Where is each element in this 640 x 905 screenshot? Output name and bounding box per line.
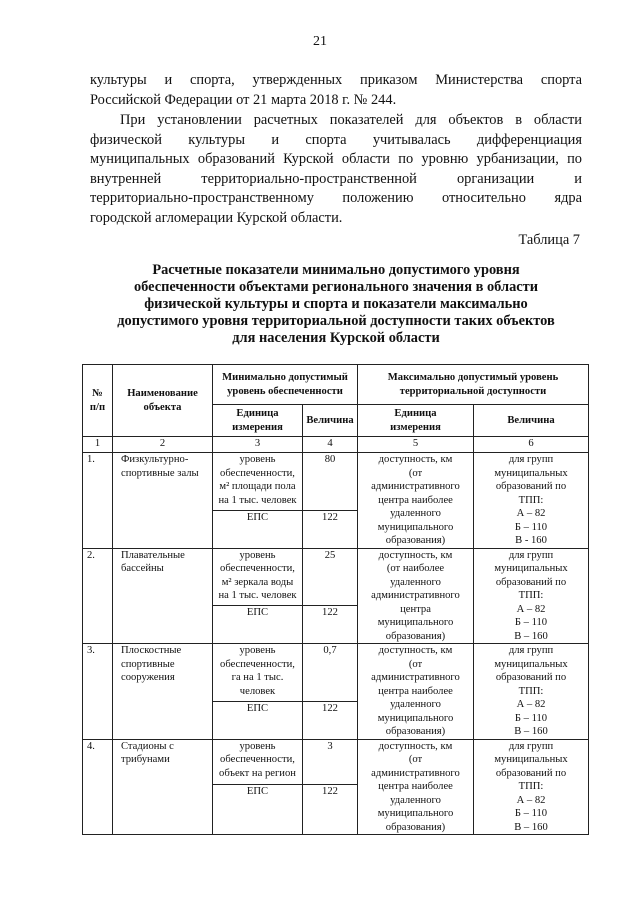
index-cell: 5 [358,437,474,453]
eps-label: ЕПС [213,606,303,644]
access-value: для групп муниципальных образований по ТПП: А – 82 Б – 110 В – 160 [474,739,589,835]
index-cell: 4 [303,437,358,453]
access-unit: доступность, км (от административного центра наиболее удаленного муниципального образования) [358,644,474,740]
eps-label: ЕПС [213,510,303,548]
table-label: Таблица 7 [518,232,580,248]
text-line: культуры и спорта, утвержденных приказом Министерства спорта [90,72,582,88]
table-title [80,262,592,347]
text-line: муниципальных образований Курской области по уровню урбанизации, по [90,151,582,168]
access-unit: доступность, км (от наиболее удаленного административного центра муниципального образования) [358,548,474,644]
provision-unit: уровень обеспеченности, га на 1 тыс. человек [213,644,303,702]
eps-value: 122 [303,701,358,739]
index-cell: 6 [474,437,589,453]
table-row [83,739,589,785]
paragraph-body [90,111,582,229]
text-line: При установлении расчетных показателей для объектов в области [120,112,582,128]
provision-value: 3 [303,739,358,785]
provision-unit: уровень обеспеченности, м² площади пола на 1 тыс. человек [213,453,303,511]
eps-label: ЕПС [213,701,303,739]
row-number: 4. [83,739,113,835]
title-line: для населения Курской области [232,330,440,346]
header-unit-min: Единица измерения [213,405,303,437]
object-name: Физкультурно- спортивные залы [113,453,213,549]
title-line: физической культуры и спорта и показатели максимально [144,296,528,312]
title-line: допустимого уровня территориальной доступности таких объектов [117,313,555,329]
eps-value: 122 [303,785,358,835]
header-max-access: Максимально допустимый уровень территориальной доступности [358,365,589,405]
paragraph-intro [90,71,582,110]
header-name: Наименование объекта [113,365,213,437]
table-row [83,548,589,606]
provision-value: 80 [303,453,358,511]
eps-value: 122 [303,606,358,644]
eps-label: ЕПС [213,785,303,835]
text-line: физической культуры и спорта учитывалась дифференциация [90,131,582,148]
header-unit-max: Единица измерения [358,405,474,437]
header-value-min: Величина [303,405,358,437]
provision-unit: уровень обеспеченности, объект на регион [213,739,303,785]
object-name: Стадионы с трибунами [113,739,213,835]
index-cell: 2 [113,437,213,453]
title-line: Расчетные показатели минимально допустимого уровня [152,262,520,278]
title-line: обеспеченности объектами регионального значения в области [133,279,539,295]
row-number: 1. [83,453,113,549]
page-number: 21 [313,34,327,49]
text-line: Российской Федерации от 21 марта 2018 г. № 244. [90,91,397,108]
index-cell: 1 [83,437,113,453]
access-value: для групп муниципальных образований по ТПП: А – 82 Б – 110 В – 160 [474,548,589,644]
object-name: Плоскостные спортивные сооружения [113,644,213,740]
access-value: для групп муниципальных образований по ТПП: А – 82 Б – 110 В - 160 [474,453,589,549]
provision-unit: уровень обеспеченности, м² зеркала воды на 1 тыс. человек [213,548,303,606]
text-line: городской агломерации Курской области. [90,209,343,226]
access-unit: доступность, км (от административного центра наиболее удаленного муниципального образования) [358,739,474,835]
object-name: Плавательные бассейны [113,548,213,644]
indicators-table [82,364,589,835]
header-min-level: Минимально допустимый уровень обеспеченности [213,365,358,405]
text-line: внутренней территориально-пространственной организации и [90,170,582,187]
row-number: 3. [83,644,113,740]
eps-value: 122 [303,510,358,548]
access-value: для групп муниципальных образований по ТПП: А – 82 Б – 110 В – 160 [474,644,589,740]
header-value-max: Величина [474,405,589,437]
access-unit: доступность, км (от административного центра наиболее удаленного муниципального образования) [358,453,474,549]
table-row [83,644,589,702]
row-number: 2. [83,548,113,644]
provision-value: 25 [303,548,358,606]
provision-value: 0,7 [303,644,358,702]
header-num: № п/п [83,365,113,437]
table-row [83,453,589,511]
text-line: территориально-пространственному положению относительно ядра [90,190,582,207]
index-cell: 3 [213,437,303,453]
